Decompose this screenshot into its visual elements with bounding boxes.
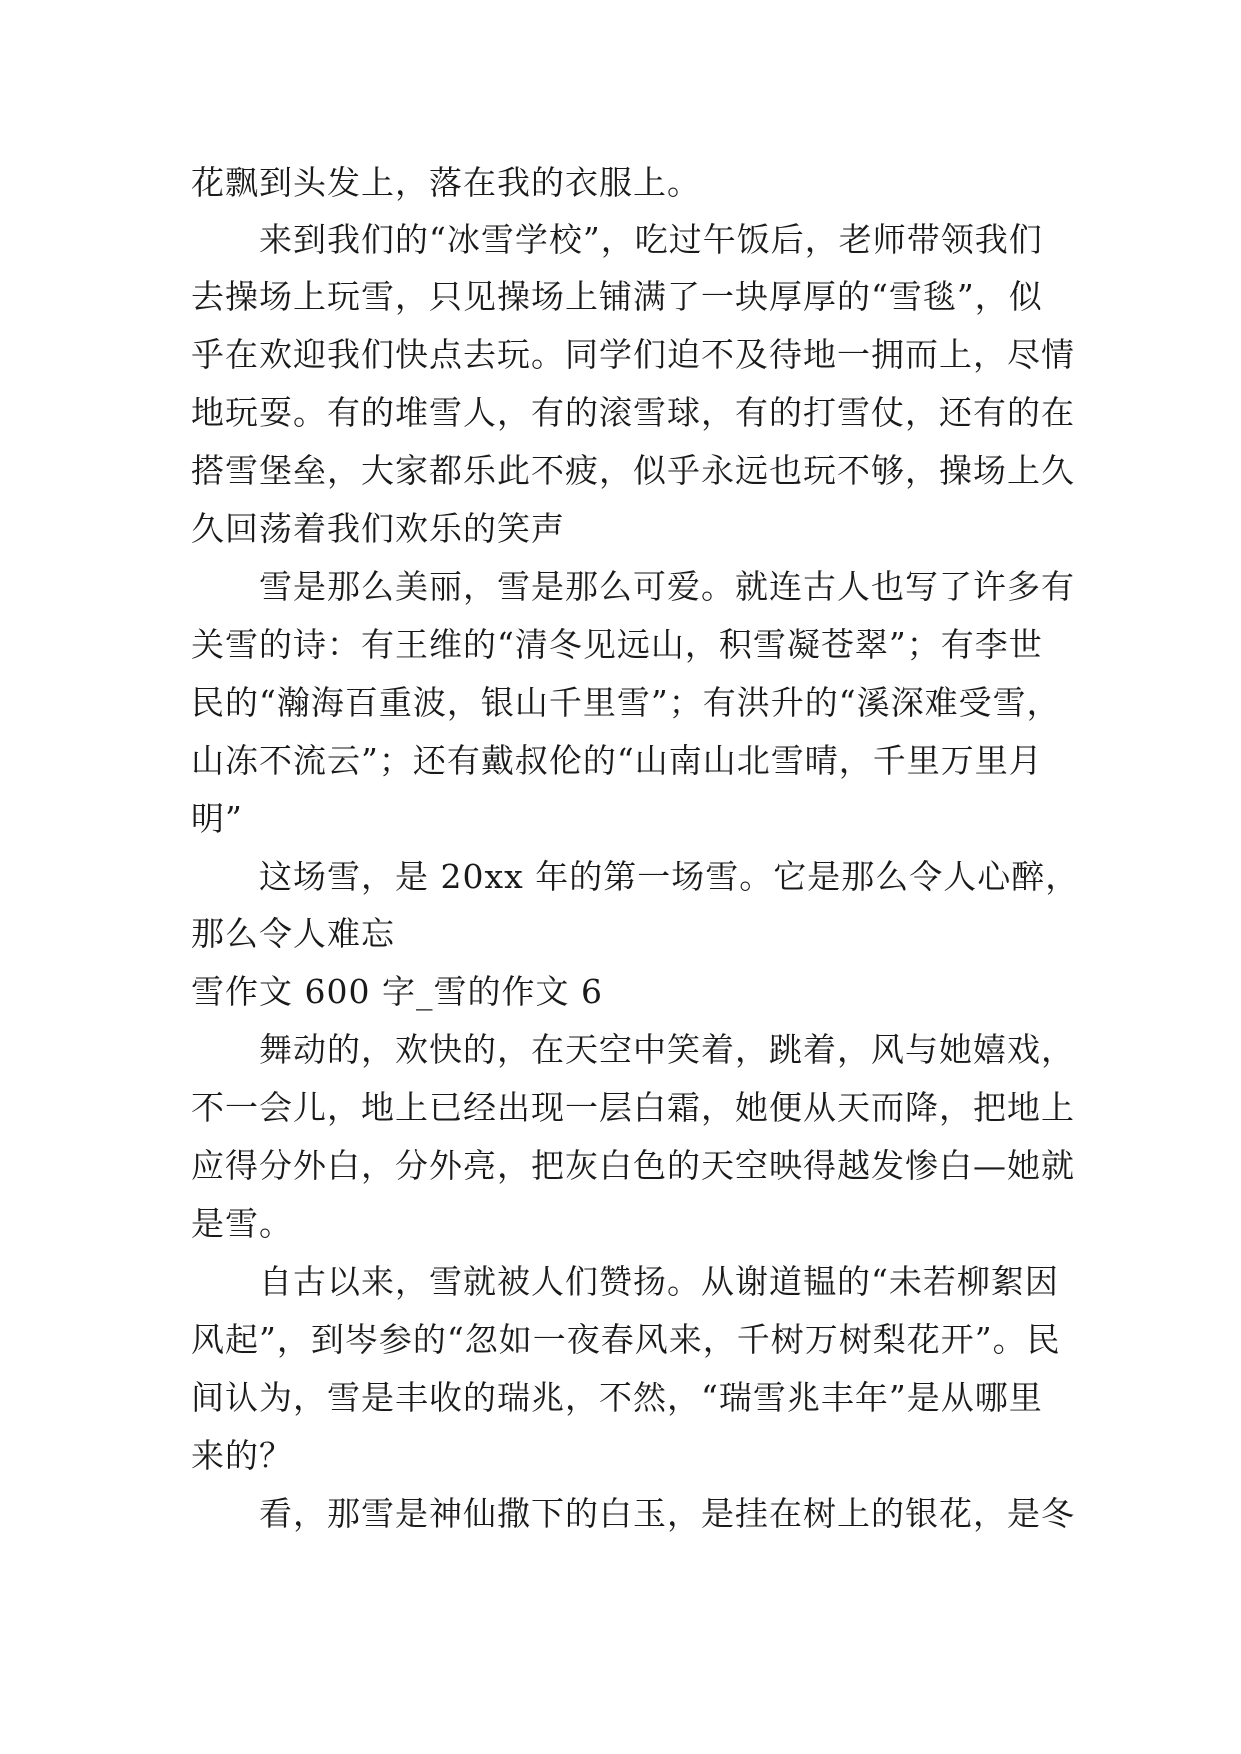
text-line: 搭雪堡垒，大家都乐此不疲，似乎永远也玩不够，操场上久 — [191, 451, 1075, 490]
text-line: 是雪。 — [191, 1204, 293, 1243]
text-line: 不一会儿，地上已经出现一层白霜，她便从天而降，把地上 — [191, 1088, 1075, 1127]
text-line: 这场雪，是 20xx 年的第一场雪。它是那么令人心醉， — [191, 857, 1080, 896]
text-line: 去操场上玩雪，只见操场上铺满了一块厚厚的“雪毯”，似 — [191, 277, 1043, 316]
text-line: 花飘到头发上，落在我的衣服上。 — [191, 163, 701, 202]
text-line: 久回荡着我们欢乐的笑声 — [191, 509, 565, 548]
text-line: 关雪的诗：有王维的“清冬见远山，积雪凝苍翠”；有李世 — [191, 625, 1043, 664]
text-line: 那么令人难忘 — [191, 914, 395, 953]
text-line: 来的？ — [191, 1436, 293, 1475]
text-line: 应得分外白，分外亮，把灰白色的天空映得越发惨白—她就 — [191, 1146, 1075, 1185]
text-line: 舞动的，欢快的，在天空中笑着，跳着，风与她嬉戏， — [191, 1030, 1075, 1069]
section-heading: 雪作文 600 字_雪的作文 6 — [191, 972, 603, 1011]
text-line: 雪是那么美丽，雪是那么可爱。就连古人也写了许多有 — [191, 567, 1075, 606]
text-line: 看，那雪是神仙撒下的白玉，是挂在树上的银花，是冬 — [191, 1494, 1075, 1533]
text-line: 间认为，雪是丰收的瑞兆，不然，“瑞雪兆丰年”是从哪里 — [191, 1378, 1043, 1417]
text-line: 地玩耍。有的堆雪人，有的滚雪球，有的打雪仗，还有的在 — [191, 393, 1075, 432]
text-line: 来到我们的“冰雪学校”，吃过午饭后，老师带领我们 — [191, 220, 1043, 259]
text-line: 明” — [191, 799, 243, 838]
text-line: 山冻不流云”；还有戴叔伦的“山南山北雪晴，千里万里月 — [191, 741, 1043, 780]
text-line: 民的“瀚海百重波，银山千里雪”；有洪升的“溪深难受雪， — [191, 683, 1061, 722]
text-line: 风起”，到岑参的“忽如一夜春风来，千树万树梨花开”。民 — [191, 1320, 1061, 1359]
text-line: 自古以来，雪就被人们赞扬。从谢道韫的“未若柳絮因 — [191, 1262, 1059, 1301]
text-line: 乎在欢迎我们快点去玩。同学们迫不及待地一拥而上，尽情 — [191, 335, 1075, 374]
